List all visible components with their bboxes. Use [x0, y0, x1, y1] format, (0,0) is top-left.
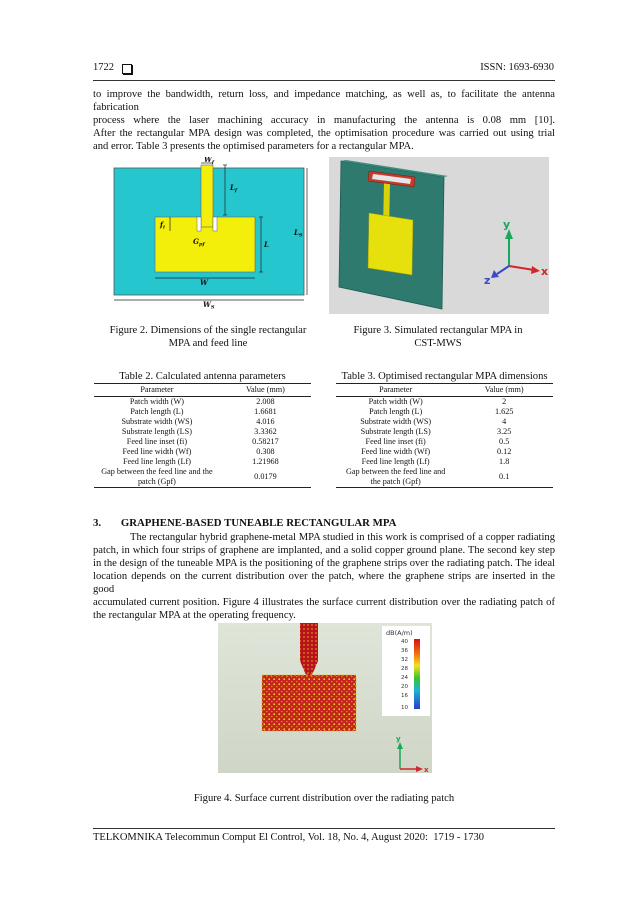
table3-grid — [336, 383, 553, 488]
label-ws: $W_S$ — [203, 300, 215, 309]
colorbar-tick: 40 — [401, 639, 408, 645]
table3-caption: Table 3. Optimised rectangular MPA dimensions — [341, 371, 548, 382]
table2-caption: Table 2. Calculated antenna parameters — [119, 371, 286, 382]
table-row: Patch length (L) 1.6681 — [130, 407, 277, 416]
inset-gap-left — [197, 217, 201, 231]
table2-header-value: Value (mm) — [220, 384, 311, 397]
table-row: Feed line width (Wf) 0.308 — [122, 447, 275, 456]
feed-line-current — [300, 623, 318, 661]
footer-rule — [93, 828, 555, 829]
feed-line — [201, 165, 213, 227]
table-row: Feed line width (Wf) 0.12 — [361, 447, 512, 456]
colorbar-title: dB(A/m) — [386, 629, 413, 637]
axis-x-label: x — [541, 265, 549, 278]
intro-paragraph: to improve the bandwidth, return loss, and impedance matching, as well as, to facilitate the antenna fabrication process where the laser machining accuracy in manufacturing the antenna is 0.08 mm [10]. After the rectangular MPA design was completed, the optimisation procedure was carried out using trial and error. Table 3 presents the optimised parameters for a rectangular MPA. — [93, 89, 555, 152]
colorbar-tick: 36 — [401, 648, 408, 654]
colorbar-tick: 16 — [401, 693, 408, 699]
table-row: Substrate width (WS) 4 — [360, 417, 507, 426]
label-l: L — [264, 240, 269, 249]
figure3-caption: Figure 3. Simulated rectangular MPA in CST-MWS — [353, 325, 523, 349]
section3-paragraph: The rectangular hybrid graphene-metal MPA studied in this work is comprised of a copper radiating patch, in which four strips of graphene are implanted, and a solid copper ground plane. The second key step in the design of the tuneable MPA is the positioning of the graphene strips over the radiating patch. The ideal location depends on the current distribution over the patch, where the graphene strips are inserted in the good accumulated current position. Figure 4 illustrates the surface current distribution over the radiating patch of the rectangular MPA at the operating frequency. — [93, 532, 555, 621]
patch-3d — [368, 213, 413, 275]
table-row: Gap between the feed line and the patch (Gpf) 0.0179 — [94, 467, 311, 488]
inset-gap-right — [213, 217, 217, 231]
figure2-caption: Figure 2. Dimensions of the single rectangular MPA and feed line — [109, 325, 307, 349]
label-fi: $f_i$ — [160, 220, 165, 231]
table-row: Feed line length (Lf) 1.8 — [361, 457, 510, 466]
table-row: Patch width (W) 2 — [368, 397, 507, 406]
fig4-axis-x-label: x — [424, 766, 429, 773]
figure4-current-plot — [218, 623, 432, 773]
table-row: Feed line inset (fi) 0.58217 — [126, 437, 279, 446]
section-heading: 3. GRAPHENE-BASED TUNEABLE RECTANGULAR MPA — [93, 517, 397, 529]
colorbar — [414, 639, 420, 709]
table-row: Feed line length (Lf) 1.21968 — [122, 457, 279, 466]
table2 — [94, 371, 311, 488]
label-w: W — [200, 278, 208, 287]
issn: ISSN: 1693-6930 — [480, 62, 554, 73]
axis-y-label: y — [503, 218, 511, 231]
table-row: Patch width (W) 2.008 — [129, 397, 275, 406]
colorbar-tick: 24 — [401, 675, 408, 681]
square-box-icon — [122, 64, 132, 74]
table3 — [336, 371, 553, 488]
table3-header-param: Parameter — [336, 384, 455, 397]
colorbar-tick: 10 — [401, 705, 408, 711]
table-row: Patch length (L) 1.625 — [369, 407, 514, 416]
colorbar-tick: 20 — [401, 684, 408, 690]
footer-text: TELKOMNIKA Telecommun Comput El Control, Vol. 18, No. 4, August 2020: 1719 - 1730 — [93, 832, 484, 843]
figure4-caption: Figure 4. Surface current distribution over the radiating patch — [193, 793, 455, 804]
table-row: Gap between the feed line and the patch (Gpf) 0.1 — [336, 467, 553, 488]
label-lf: $L_f$ — [230, 183, 238, 194]
header-rule — [93, 80, 555, 81]
table-row: Substrate length (LS) 3.25 — [360, 427, 512, 436]
fig4-axis-y-label: y — [396, 735, 401, 743]
colorbar-tick: 28 — [401, 666, 408, 672]
figure2-diagram — [111, 157, 311, 309]
patch-current — [262, 675, 356, 731]
figure3-render — [329, 157, 549, 314]
label-ls: $L_S$ — [294, 228, 303, 239]
page-number: 1722 — [93, 62, 114, 73]
label-wf: $W_f$ — [204, 157, 215, 166]
colorbar-tick: 32 — [401, 657, 408, 663]
table2-grid — [94, 383, 311, 488]
table-row: Feed line inset (fi) 0.5 — [365, 437, 510, 446]
axis-z-label: z — [484, 274, 491, 287]
label-gpf: $G_{pf}$ — [193, 237, 205, 248]
table-row: Substrate length (LS) 3.3362 — [121, 427, 277, 436]
table-row: Substrate width (WS) 4.016 — [121, 417, 275, 426]
table2-header-param: Parameter — [94, 384, 220, 397]
table3-header-value: Value (mm) — [455, 384, 553, 397]
